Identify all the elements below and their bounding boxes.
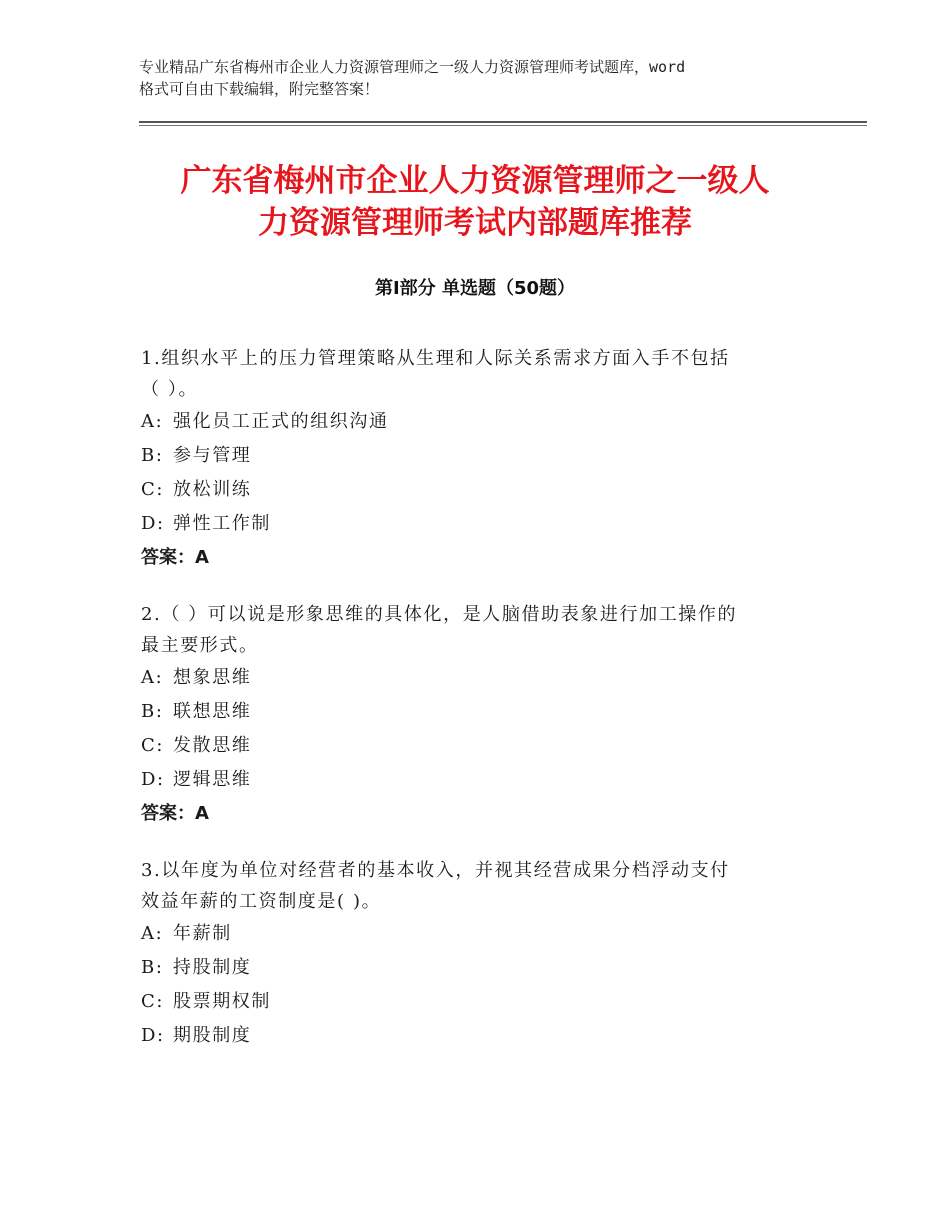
question-3-option-d [141,1019,821,1053]
option-key: D: [141,769,165,790]
question-3-stem-line-2: 效益年薪的工资制度是( )。 [141,891,382,912]
option-text: 发散思维 [173,735,252,756]
question-2-stem-line-1: 2.（ ）可以说是形象思维的具体化，是人脑借助表象进行加工操作的 [141,604,738,625]
question-1-option-d [141,507,821,541]
question-3-stem-line-1: 3.以年度为单位对经营者的基本收入，并视其经营成果分档浮动支付 [141,860,730,881]
question-2-option-c [141,729,821,763]
option-text: 联想思维 [173,701,252,722]
question-2-option-d [141,763,821,797]
option-text: 弹性工作制 [173,513,271,534]
document-title [80,160,870,244]
document-title-line-1: 广东省梅州市企业人力资源管理师之一级人 [180,163,770,199]
document-title-line-2: 力资源管理师考试内部题库推荐 [258,205,692,241]
question-2-option-b [141,695,821,729]
option-key: B: [141,957,164,978]
question-1-stem-line-1: 1.组织水平上的压力管理策略从生理和人际关系需求方面入手不包括 [141,348,730,369]
option-text: 逻辑思维 [173,769,252,790]
question-1-option-b [141,439,821,473]
option-key: D: [141,1025,165,1046]
question-2 [141,599,821,831]
option-key: D: [141,513,165,534]
option-key: C: [141,735,165,756]
question-list [141,343,821,1077]
option-text: 股票期权制 [173,991,271,1012]
question-1-option-c [141,473,821,507]
header-note [139,56,829,100]
header-note-line-2: 格式可自由下载编辑，附完整答案！ [139,80,380,98]
option-key: A: [141,667,164,688]
option-key: B: [141,445,164,466]
header-divider [139,121,867,126]
option-text: 期股制度 [173,1025,252,1046]
question-1 [141,343,821,575]
section-heading: 第Ⅰ部分 单选题（50题） [374,278,575,299]
option-text: 持股制度 [173,957,252,978]
header-note-line-1: 专业精品广东省梅州市企业人力资源管理师之一级人力资源管理师考试题库，word [139,58,686,76]
option-key: B: [141,701,164,722]
question-3 [141,855,821,1053]
option-key: C: [141,991,165,1012]
question-1-stem-line-2: （ ）。 [141,379,199,400]
question-2-answer: 答案：A [141,803,209,824]
option-key: C: [141,479,165,500]
question-1-option-a [141,405,821,439]
question-2-stem-line-2: 最主要形式。 [141,635,259,656]
option-key: A: [141,923,164,944]
question-1-answer: 答案：A [141,547,209,568]
question-3-option-c [141,985,821,1019]
option-text: 参与管理 [173,445,252,466]
question-3-option-b [141,951,821,985]
question-3-option-a [141,917,821,951]
option-text: 年薪制 [173,923,232,944]
option-text: 想象思维 [173,667,252,688]
option-text: 强化员工正式的组织沟通 [173,411,389,432]
option-text: 放松训练 [173,479,252,500]
question-2-option-a [141,661,821,695]
option-key: A: [141,411,164,432]
